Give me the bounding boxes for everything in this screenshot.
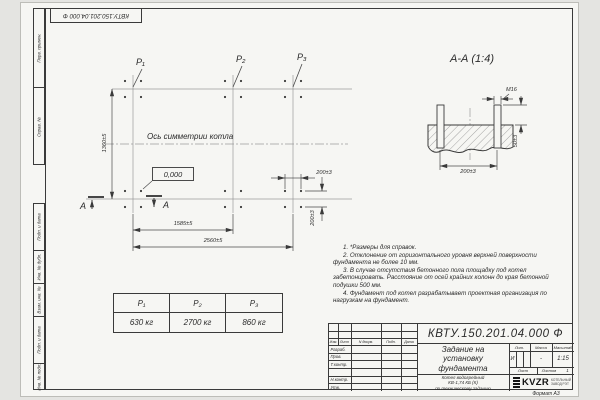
level-mark-leader bbox=[143, 181, 152, 189]
note-2: 2. Отклонение от горизонтального уровня верхней поверхности фундамента не более 10 мм. bbox=[333, 251, 537, 267]
section-view-title: А-А (1:4) bbox=[450, 53, 495, 65]
tb-col-data: Дата bbox=[404, 339, 414, 344]
kvzr-logo-text: KVZR bbox=[521, 377, 550, 388]
dim-50: 50±3 bbox=[513, 134, 519, 148]
tb-col-doc: N докум. bbox=[358, 339, 374, 344]
tb-col-podp: Подп. bbox=[386, 339, 396, 344]
load-table-value-cell: 860 кг bbox=[242, 318, 266, 327]
dim-bolt-h: 200±3 bbox=[316, 169, 332, 176]
tb-lit-value: И bbox=[510, 356, 515, 362]
kvzr-logo-icon bbox=[513, 377, 520, 388]
plan-dimensions bbox=[112, 89, 327, 251]
tb-sheets-value: 1 bbox=[566, 368, 569, 373]
format-label: Формат А3 bbox=[532, 391, 560, 397]
note-1: 1. *Размеры для справок. bbox=[343, 244, 417, 251]
margin-cell-podp-data-1: Подп. и дата bbox=[34, 204, 44, 251]
load-table-header-cell: Р₃ bbox=[226, 294, 282, 313]
tb-sheets-label: Листов bbox=[541, 368, 557, 373]
title-block bbox=[328, 323, 573, 390]
dim-1585: 1585±5 bbox=[173, 221, 193, 227]
load-table-header-cell: Р₁ bbox=[114, 294, 170, 313]
anchor-bolt-left bbox=[437, 105, 444, 148]
margin-cell-podp-data-2: Подп. и дата bbox=[34, 317, 44, 364]
section-letter-right: А bbox=[163, 200, 170, 210]
note-4: 4. Фундамент под котел разрабатывает проектная организация по нагрузкам на фундамент. bbox=[333, 289, 547, 305]
load-leader-lines bbox=[133, 64, 302, 87]
section-letter-left: А bbox=[80, 201, 87, 211]
load-point-label-p3: Р₃ bbox=[297, 52, 307, 62]
dim-bolt-v: 200±3 bbox=[310, 210, 316, 226]
tb-subtitle: Котел водогрейный КВ-1,74 КБ (К) по техническому заданию bbox=[417, 374, 509, 391]
tb-col-izm: Изм. bbox=[329, 339, 338, 344]
tb-scale-value: 1:15 bbox=[557, 356, 569, 362]
top-stamp-doc-number: КВТУ.150.201.04.000 Ф bbox=[63, 12, 129, 19]
dim-1360: 1360±5 bbox=[102, 133, 108, 153]
dim-200-section: 200±3 bbox=[460, 169, 476, 175]
tb-mass-label: Масса bbox=[535, 345, 547, 350]
tb-col-list: Лист bbox=[339, 339, 350, 344]
dim-2560: 2560±5 bbox=[203, 238, 223, 244]
load-table-value-cell: 630 кг bbox=[114, 313, 170, 332]
loads-table bbox=[113, 293, 283, 333]
margin-cell-perv-primen: Перв. примен. bbox=[34, 9, 44, 88]
margin-cell-sprav-n: Справ. № bbox=[36, 116, 42, 137]
load-table-value-cell: 2700 кг bbox=[170, 313, 226, 332]
load-table-header-cell: Р₂ bbox=[170, 294, 226, 313]
tb-row-blank bbox=[329, 368, 351, 376]
tb-doc-number: КВТУ.150.201.04.000 Ф bbox=[417, 324, 574, 344]
note-3: 3. В случае отсутствия бетонного пола площадку под котел забетонировать. Расстояние от осей крайних колонн до края бетонной подушки 500 мм. bbox=[333, 266, 549, 289]
bolt-thread-label: М16 bbox=[506, 87, 517, 93]
tb-scale-label: Масштаб bbox=[553, 345, 573, 350]
load-point-label-p1: Р₁ bbox=[136, 57, 145, 67]
tb-logo bbox=[510, 374, 574, 391]
margin-cell-vzam-inv: Взам. инв. № bbox=[34, 284, 44, 317]
tb-title: Задание на установку фундамента bbox=[438, 344, 488, 373]
margin-cell-inv-dubl: Инв. № дубл. bbox=[34, 251, 44, 284]
tb-sheet-label: Лист bbox=[517, 368, 529, 373]
tb-lit-label: Лит. bbox=[514, 345, 525, 350]
anchor-bolt-right bbox=[494, 105, 501, 148]
kvzr-logo-caption: КОТЕЛЬНЫЙ ЗАВОД РЭТ bbox=[551, 377, 572, 386]
symmetry-axis-label: Ось симметрии котла bbox=[147, 132, 234, 141]
tb-row-razrab: Разраб. bbox=[330, 346, 346, 352]
margin-cell-inv-podl: Инв. № подл. bbox=[36, 363, 42, 391]
level-mark-box: 0,000 bbox=[152, 167, 194, 181]
load-point-label-p2: Р₂ bbox=[236, 54, 246, 64]
tb-row-utv: Утв. bbox=[330, 384, 341, 390]
tb-row-prov: Пров. bbox=[330, 354, 342, 359]
tb-row-nkontr: Н.контр. bbox=[330, 377, 349, 382]
tb-row-tkontr: Т.контр. bbox=[330, 361, 348, 367]
notes-block bbox=[333, 244, 566, 305]
tb-mass-value: - bbox=[540, 356, 542, 362]
